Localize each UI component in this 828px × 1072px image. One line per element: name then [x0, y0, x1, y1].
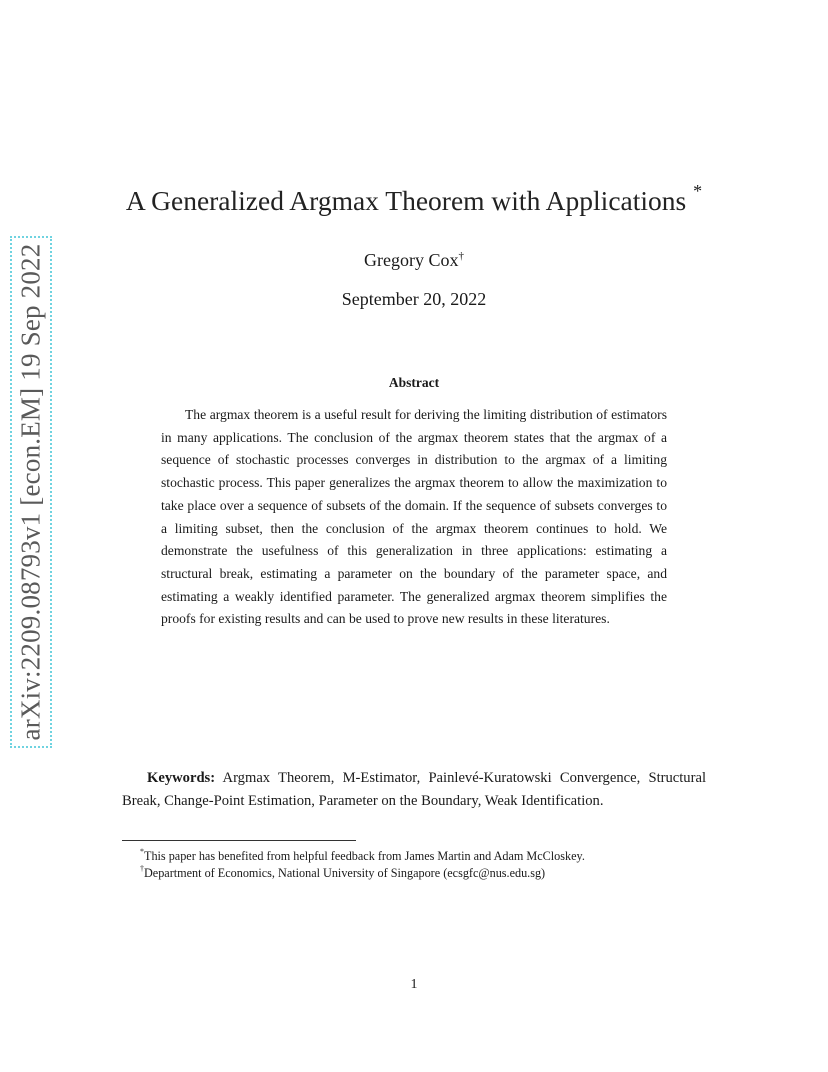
title-footnote-mark: * [693, 181, 703, 201]
footnote-1-mark: * [140, 847, 144, 856]
footnote-1-text: This paper has benefited from helpful feedback from James Martin and Adam McCloskey. [144, 849, 585, 864]
footnote-rule [122, 840, 356, 841]
page-number: 1 [410, 977, 418, 992]
keywords [122, 767, 706, 813]
author [0, 250, 828, 271]
footnote-2 [140, 862, 545, 881]
author-name: Gregory Cox [364, 250, 459, 270]
paper-date: September 20, 2022 [341, 289, 487, 309]
footnote-2-mark: † [140, 864, 144, 873]
abstract-text: The argmax theorem is a useful result for deriving the limiting distribution of estimators in many applications. The conclusion of the argmax theorem states that the argmax of a sequence of stochastic processes converges in distribution to the argmax of a limiting stochastic process. This paper generalizes the argmax theorem to allow the maximization to take place over a sequence of subsets of the domain. If the sequence of subsets converges to a limiting subset, then the conclusion of the argmax theorem continues to hold. We demonstrate the usefulness of this generalization in three applications: estimating a structural break, estimating a parameter on the boundary of the parameter space, and estimating a weakly identified parameter. The generalized argmax theorem simplifies the proofs for existing results and can be used to prove new results in these literatures. [161, 407, 667, 627]
paper-title-text: A Generalized Argmax Theorem with Applications [125, 185, 687, 217]
keywords-text: Argmax Theorem, M-Estimator, Painlevé-Kuratowski Convergence, Structural Break, Change-Point Estimation, Parameter on the Boundary, Weak Identification. [122, 770, 706, 809]
paper-title [0, 181, 828, 217]
abstract-heading: Abstract [388, 375, 440, 390]
arxiv-stamp [10, 236, 52, 748]
footnote-2-text: Department of Economics, National University of Singapore (ecsgfc@nus.edu.sg) [144, 866, 546, 881]
keywords-label: Keywords: [147, 770, 216, 786]
author-footnote-mark: † [458, 250, 464, 262]
arxiv-identifier: arXiv:2209.08793v1 [econ.EM] 19 Sep 2022 [15, 243, 46, 741]
